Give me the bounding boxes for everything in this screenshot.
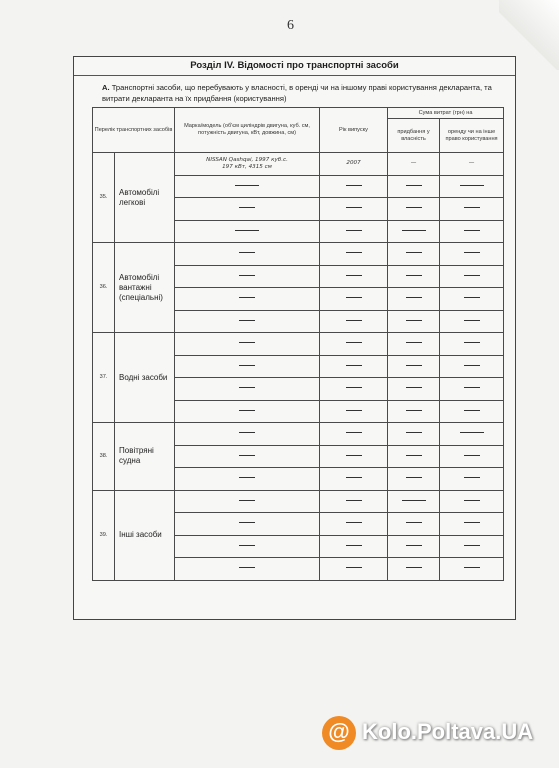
empty-mark [402, 230, 426, 231]
empty-mark [346, 410, 362, 411]
empty-mark [239, 342, 255, 343]
empty-mark [464, 230, 480, 231]
empty-mark [406, 545, 422, 546]
table-row [93, 333, 504, 356]
empty-mark [406, 455, 422, 456]
empty-mark [346, 477, 362, 478]
header-purchase: придбання у власність [388, 119, 440, 153]
empty-mark [239, 410, 255, 411]
header-model: Марка/модель (об'єм циліндрів двигуна, куб. см, потужність двигуна, кВт, довжина, см) [175, 108, 320, 153]
empty-mark [239, 297, 255, 298]
header-expenses: Сума витрат (грн) на [388, 108, 504, 119]
empty-mark [346, 252, 362, 253]
empty-mark [464, 567, 480, 568]
vehicle-purchase: — [388, 153, 440, 176]
empty-mark [464, 545, 480, 546]
empty-mark [239, 500, 255, 501]
empty-mark [406, 365, 422, 366]
empty-mark [239, 545, 255, 546]
empty-mark [235, 230, 259, 231]
empty-mark [464, 410, 480, 411]
table-row [93, 243, 504, 266]
empty-mark [346, 387, 362, 388]
empty-mark [406, 207, 422, 208]
table-row [93, 153, 504, 176]
empty-mark [464, 387, 480, 388]
empty-mark [346, 567, 362, 568]
empty-mark [239, 252, 255, 253]
declaration-form-section [73, 56, 516, 620]
empty-mark [464, 342, 480, 343]
empty-mark [406, 342, 422, 343]
empty-mark [464, 252, 480, 253]
empty-mark [406, 477, 422, 478]
empty-mark [346, 545, 362, 546]
empty-mark [406, 297, 422, 298]
empty-mark [239, 207, 255, 208]
empty-mark [406, 320, 422, 321]
empty-mark [406, 567, 422, 568]
empty-mark [346, 455, 362, 456]
empty-mark [464, 365, 480, 366]
table-row [93, 423, 504, 446]
empty-mark [346, 365, 362, 366]
empty-mark [239, 477, 255, 478]
empty-mark [346, 297, 362, 298]
empty-mark [406, 275, 422, 276]
empty-mark [346, 230, 362, 231]
empty-mark [464, 297, 480, 298]
empty-mark [406, 387, 422, 388]
empty-mark [239, 432, 255, 433]
empty-mark [460, 185, 484, 186]
empty-mark [406, 522, 422, 523]
empty-mark [464, 455, 480, 456]
row-label: Водні засоби [115, 333, 175, 423]
empty-mark [239, 387, 255, 388]
empty-mark [346, 432, 362, 433]
empty-mark [346, 185, 362, 186]
at-sign-logo-icon: @ [322, 716, 356, 750]
vehicle-model-line2: 197 кВт, 4315 см [222, 163, 272, 170]
empty-mark [464, 320, 480, 321]
empty-mark [464, 275, 480, 276]
empty-mark [346, 320, 362, 321]
empty-mark [406, 432, 422, 433]
empty-mark [406, 410, 422, 411]
empty-mark [346, 207, 362, 208]
empty-mark [464, 522, 480, 523]
empty-mark [239, 567, 255, 568]
empty-mark [239, 320, 255, 321]
empty-mark [460, 432, 484, 433]
watermark-text: Kolo.Poltava.UA [362, 719, 534, 744]
empty-mark [239, 522, 255, 523]
empty-mark [406, 185, 422, 186]
empty-mark [346, 342, 362, 343]
empty-mark [406, 252, 422, 253]
row-number: 36. [93, 243, 115, 333]
header-rent: оренду чи на інше право користування [440, 119, 504, 153]
table-row [93, 490, 504, 513]
subtitle-letter: А. [102, 83, 110, 92]
row-label: Автомобілі вантажні (спеціальні) [115, 243, 175, 333]
vehicles-table-body [93, 153, 504, 581]
row-label: Інші засоби [115, 490, 175, 580]
empty-mark [464, 477, 480, 478]
empty-mark [235, 185, 259, 186]
section-title: Розділ IV. Відомості про транспортні засоби [74, 57, 515, 76]
row-number: 38. [93, 423, 115, 491]
empty-mark [464, 207, 480, 208]
site-watermark [322, 714, 552, 750]
header-year: Рік випуску [320, 108, 388, 153]
section-subtitle [102, 82, 502, 104]
vehicle-rent: — [440, 153, 504, 176]
row-label: Автомобілі легкові [115, 153, 175, 243]
page-number: 6 [287, 18, 294, 33]
subtitle-text: Транспортні засоби, що перебувають у власності, в оренді чи на іншому праві користування декларанта, та витрати декларанта на їх придбання (користування) [102, 83, 492, 103]
row-number: 39. [93, 490, 115, 580]
vehicle-model-cell [175, 153, 320, 176]
row-number: 37. [93, 333, 115, 423]
vehicles-table [92, 107, 504, 581]
empty-mark [239, 455, 255, 456]
row-number: 35. [93, 153, 115, 243]
empty-mark [239, 365, 255, 366]
row-label: Повітряні судна [115, 423, 175, 491]
empty-mark [464, 500, 480, 501]
empty-mark [346, 500, 362, 501]
empty-mark [239, 275, 255, 276]
vehicle-year: 2007 [320, 153, 388, 176]
empty-mark [346, 522, 362, 523]
empty-mark [346, 275, 362, 276]
vehicle-model-line1: NISSAN Qashqai, 1997 куб.с. [206, 156, 288, 163]
empty-mark [402, 500, 426, 501]
header-list: Перелік транспортних засобів [93, 108, 175, 153]
